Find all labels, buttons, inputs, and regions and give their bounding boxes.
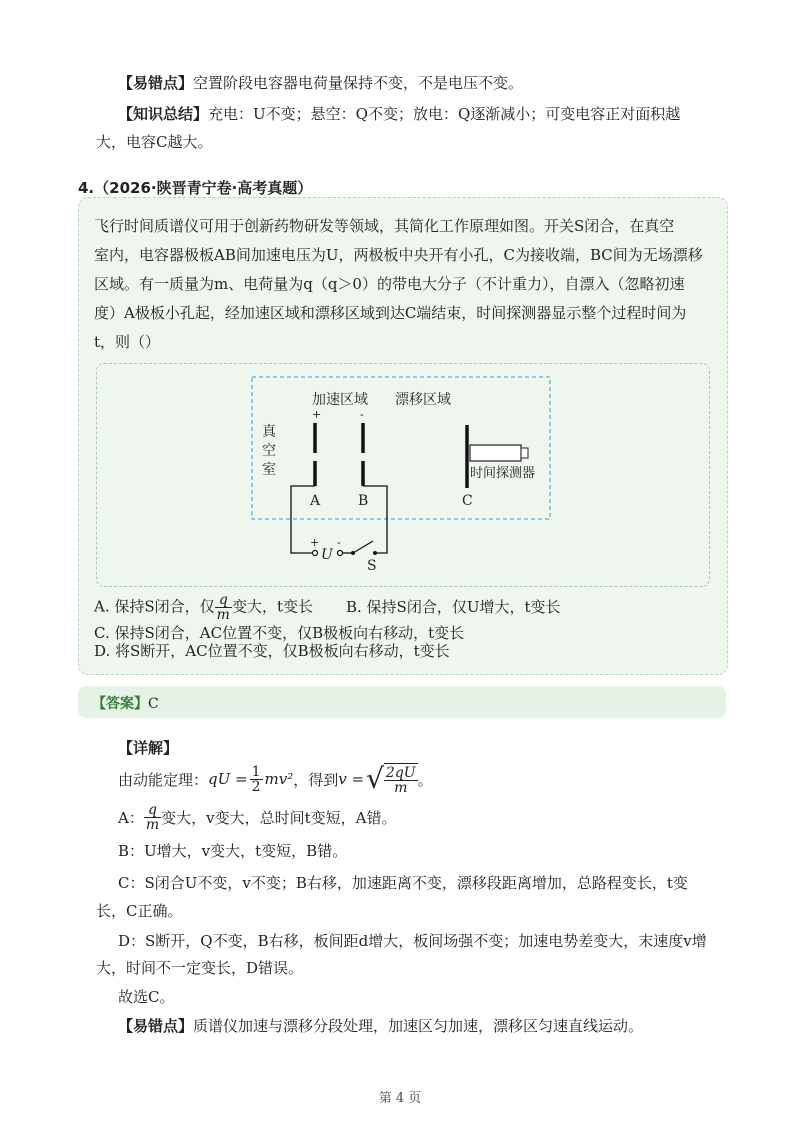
equation-end: 。 bbox=[417, 770, 433, 789]
vacuum-char: 室 bbox=[262, 462, 276, 478]
expl-a-post: 变大，v变大，总时间t变短，A错。 bbox=[161, 809, 397, 827]
plate-a-label: A bbox=[310, 493, 321, 509]
pitfall-text: 空置阶段电容器电荷量保持不变，不是电压不变。 bbox=[193, 74, 524, 92]
plate-b-label: B bbox=[358, 493, 369, 509]
option-a-pre: A. 保持S闭合，仅 bbox=[94, 597, 215, 616]
option-a bbox=[94, 593, 313, 622]
stem-line: 室内，电容器极板AB间加速电压为U，两极板中央开有小孔，C为接收端，BC间为无场漂移 bbox=[94, 246, 703, 264]
pitfall-text-bottom: 质谱仪加速与漂移分段处理，加速区匀加速，漂移区匀速直线运动。 bbox=[193, 1017, 644, 1035]
sqrt-sign: √ bbox=[366, 762, 384, 795]
answer-bar bbox=[78, 686, 726, 718]
pitfall-line-top bbox=[118, 72, 523, 93]
option-a-num: q bbox=[215, 593, 232, 608]
option-b: B. 保持S闭合，仅U增大，t变长 bbox=[346, 598, 561, 616]
detector-cap bbox=[521, 448, 528, 458]
plate-b-minus-sign: - bbox=[360, 408, 364, 421]
switch-label: S bbox=[367, 558, 377, 573]
expl-d-1: D：S断开，Q不变，B右移，板间距d增大，板间场强不变；加速电势差变大，末速度v增 bbox=[118, 932, 707, 950]
plate-a-plus-sign: + bbox=[312, 408, 322, 421]
summary-line-1 bbox=[118, 103, 680, 124]
expl-b: B：U增大，v变大，t变短，B错。 bbox=[118, 842, 348, 860]
source-voltage-label: U bbox=[321, 547, 333, 563]
pitfall-line-bottom bbox=[118, 1015, 643, 1036]
option-a-den: m bbox=[216, 607, 230, 623]
equation-line bbox=[118, 763, 433, 795]
expl-a-pre: A： bbox=[118, 809, 144, 827]
equation-mid: ，得到 bbox=[293, 770, 339, 789]
source-minus: - bbox=[337, 536, 341, 549]
switch-contact bbox=[373, 551, 377, 555]
equation-root bbox=[384, 763, 418, 795]
equation-half-num: 1 bbox=[251, 763, 261, 780]
drift-region-label: 漂移区域 bbox=[395, 392, 451, 408]
option-a-post: 变大，t变长 bbox=[231, 597, 313, 616]
vacuum-char: 真 bbox=[262, 424, 276, 440]
mass-spectrometer-diagram bbox=[249, 373, 559, 573]
summary-line-2: 大，电容C越大。 bbox=[96, 133, 213, 151]
equation-mv: mv² bbox=[264, 770, 294, 788]
option-c: C. 保持S闭合，AC位置不变，仅B极板向右移动，t变长 bbox=[94, 624, 465, 642]
option-d: D. 将S断开，AC位置不变，仅B极板向右移动，t变长 bbox=[94, 642, 450, 660]
explanation-label: 【详解】 bbox=[118, 739, 179, 757]
stem-line: 区域。有一质量为m、电荷量为q（q＞0）的带电大分子（不计重力），自漂入（忽略初速 bbox=[94, 275, 685, 293]
detector-body bbox=[470, 445, 521, 461]
equation-half bbox=[250, 765, 263, 794]
stem-line: 度）A极板小孔起，经加速区域和漂移区域到达C端结束，时间探测器显示整个过程时间为 bbox=[94, 304, 687, 322]
expl-choose: 故选C。 bbox=[118, 988, 175, 1006]
page-number: 第 4 页 bbox=[378, 1091, 422, 1106]
stem-line: 飞行时间质谱仪可用于创新药物研发等领域，其简化工作原理如图。开关S闭合，在真空 bbox=[94, 217, 675, 235]
equation-pre: 由动能定理： bbox=[118, 770, 209, 789]
source-plus: + bbox=[310, 536, 320, 549]
switch-blade bbox=[353, 541, 373, 553]
summary-label: 【知识总结】 bbox=[118, 105, 209, 123]
equation-v: v = bbox=[338, 770, 365, 788]
expl-c-1: C：S闭合U不变，v不变；B右移，加速距离不变，漂移段距离增加，总路程变长，t变 bbox=[118, 874, 688, 892]
vacuum-char: 空 bbox=[262, 443, 276, 459]
detector-label: 时间探测器 bbox=[470, 466, 536, 481]
equation-root-den: m bbox=[394, 780, 408, 796]
source-terminal-positive bbox=[313, 551, 318, 556]
equation-root-num: 2qU bbox=[385, 765, 416, 781]
expl-d-2: 大，时间不一定变长，D错误。 bbox=[96, 959, 304, 977]
expl-a-num: q bbox=[144, 803, 161, 818]
pitfall-label: 【易错点】 bbox=[118, 74, 194, 92]
summary-text-1: 充电：U不变；悬空：Q不变；放电：Q逐渐减小；可变电容正对面积越 bbox=[208, 105, 681, 123]
answer-value: C bbox=[148, 696, 159, 712]
pitfall-label-bottom: 【易错点】 bbox=[118, 1017, 194, 1035]
expl-a-fraction bbox=[144, 803, 161, 832]
answer-label: 【答案】 bbox=[92, 696, 148, 712]
stem-line: t，则（） bbox=[94, 333, 161, 351]
equation-half-den: 2 bbox=[251, 778, 261, 795]
question-heading: 4.（2026·陕晋青宁卷·高考真题） bbox=[78, 179, 313, 197]
expl-c-2: 长，C正确。 bbox=[96, 902, 183, 920]
accel-region-label: 加速区域 bbox=[312, 392, 368, 408]
option-a-fraction bbox=[215, 593, 232, 622]
source-terminal-negative bbox=[338, 551, 343, 556]
answer-line bbox=[92, 693, 159, 713]
expl-a-den: m bbox=[145, 817, 160, 833]
equation-lhs: qU = bbox=[208, 770, 248, 788]
plate-c-label: C bbox=[462, 493, 473, 509]
expl-a bbox=[118, 803, 396, 832]
